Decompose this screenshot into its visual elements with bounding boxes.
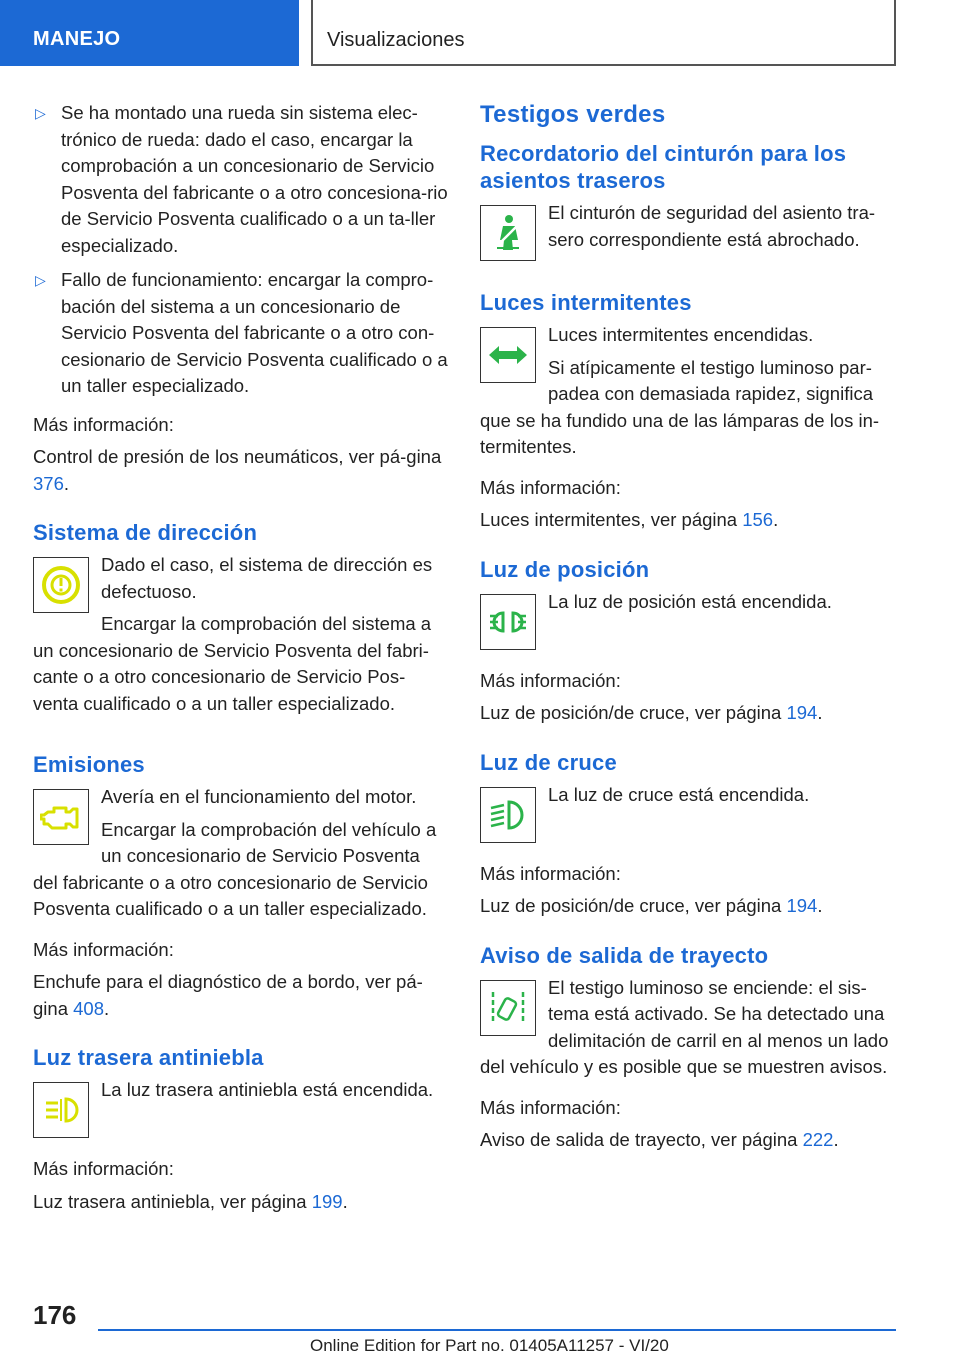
heading-green-indicators: Testigos verdes <box>480 101 666 128</box>
cross-reference: Luz de posición/de cruce, ver página 194. <box>480 702 823 723</box>
more-info-label: Más información: <box>480 476 621 498</box>
steering-text-2: Encargar la comprobación del sistema a un concesionario de Servicio Posventa del fabri-cante o a otro concesionario de Servicio Pos-venta cualificado o a un taller especializado. <box>33 613 432 714</box>
rear-fog-text: La luz trasera antiniebla está encendida. <box>101 1079 434 1100</box>
topic-title: Visualizaciones <box>327 29 465 51</box>
cross-reference: Luces intermitentes, ver página 156. <box>480 509 779 530</box>
page-link[interactable]: 376 <box>33 472 64 494</box>
page-link[interactable]: 222 <box>802 1129 834 1150</box>
emissions-text-2: Encargar la comprobación del vehículo a un concesionario de Servicio Posventa del fabricante o a otro concesionario de Servicio Posventa cualificado o a un taller especializado. <box>33 818 437 919</box>
emissions-text-1: Avería en el funcionamiento del motor. <box>101 786 417 807</box>
more-info-label: Más información: <box>480 1096 621 1118</box>
footer-divider <box>98 1329 896 1331</box>
heading-parking-light: Luz de posición <box>480 556 650 582</box>
turn-signal-arrows-icon <box>480 327 536 383</box>
triangle-bullet-icon: ▷ <box>35 105 46 121</box>
more-info-label: Más información: <box>33 938 174 960</box>
turn-signal-text-1: Luces intermitentes encendidas. <box>548 324 814 345</box>
heading-rear-fog: Luz trasera antiniebla <box>33 1045 264 1070</box>
lane-departure-text: El testigo luminoso se enciende: el sis-tema está activado. Se ha detectado una delimitación de carril en al menos un lado del vehículo y es posible que se muestren avisos. <box>480 976 889 1077</box>
heading-lane-departure: Aviso de salida de trayecto <box>480 942 769 968</box>
more-info-label: Más información: <box>33 413 174 435</box>
parking-light-section <box>480 589 896 654</box>
page-link[interactable]: 156 <box>742 509 774 530</box>
heading-low-beam: Luz de cruce <box>480 749 617 775</box>
steering-section <box>33 552 449 717</box>
page-link[interactable]: 408 <box>73 997 104 1019</box>
page-number: 176 <box>33 1300 77 1330</box>
heading-emissions: Emisiones <box>33 752 145 777</box>
rear-belt-text: El cinturón de seguridad del asiento tra-sero correspondiente está abrochado. <box>548 202 876 250</box>
rear-belt-section <box>480 200 896 265</box>
lane-departure-section <box>480 975 896 1081</box>
cross-reference: Control de presión de los neumáticos, ver pá-gina 376. <box>33 446 442 494</box>
low-beam-text: La luz de cruce está encendida. <box>548 783 810 805</box>
list-item <box>33 100 449 259</box>
cross-reference: Luz trasera antiniebla, ver página 199. <box>33 1190 348 1212</box>
parking-light-text: La luz de posición está encendida. <box>548 590 832 612</box>
emissions-section <box>33 784 449 923</box>
rear-fog-section <box>33 1077 449 1142</box>
heading-turn-signals: Luces intermitentes <box>480 290 692 315</box>
list-item <box>33 267 449 400</box>
topic-tab <box>311 0 896 66</box>
cross-reference: Aviso de salida de trayecto, ver página 222. <box>480 1129 839 1150</box>
page-link[interactable]: 199 <box>311 1190 343 1212</box>
heading-rear-belt: Recordatorio del cinturón para los asientos traseros <box>480 141 847 193</box>
steering-text-1: Dado el caso, el sistema de dirección es defectuoso. <box>101 554 433 602</box>
turn-signal-text-2: Si atípicamente el testigo luminoso par-padea con demasiada rapidez, significa que se ha fundido una de las lámparas de los in-termitentes. <box>480 356 880 457</box>
triangle-bullet-icon: ▷ <box>35 272 46 288</box>
parking-light-icon <box>480 594 536 650</box>
engine-icon <box>33 789 89 845</box>
bullet-text: Fallo de funcionamiento: encargar la compro-bación del sistema a un concesionario de Servicio Posventa del fabricante o a otro con-cesionario de Servicio Posventa cualificado o a un taller especializado. <box>61 269 448 396</box>
low-beam-icon <box>480 787 536 843</box>
left-column <box>33 100 449 1215</box>
right-column <box>480 100 896 1154</box>
bullet-text: Se ha montado una rueda sin sistema elec-trónico de rueda: dado el caso, encargar la comprobación a un concesionario de Servicio Posventa del fabricante o a otro concesiona-rio de Servicio Posventa cualificado o a un ta-ller especializado. <box>61 102 448 256</box>
low-beam-section <box>480 782 896 847</box>
section-title: MANEJO <box>33 28 121 50</box>
page-link[interactable]: 194 <box>786 702 818 723</box>
more-info-label: Más información: <box>480 862 621 884</box>
more-info-label: Más información: <box>480 669 621 691</box>
cross-reference: Luz de posición/de cruce, ver página 194. <box>480 895 823 916</box>
page-link[interactable]: 194 <box>786 895 818 916</box>
seatbelt-icon <box>480 205 536 261</box>
cross-reference: Enchufe para el diagnóstico de a bordo, ver pá-gina 408. <box>33 971 423 1019</box>
lane-departure-icon <box>480 980 536 1036</box>
heading-steering: Sistema de dirección <box>33 520 258 545</box>
turn-signal-section <box>480 322 896 461</box>
steering-warning-icon <box>33 557 89 613</box>
more-info-label: Más información: <box>33 1158 174 1179</box>
section-tab <box>0 0 299 66</box>
edition-note: Online Edition for Part no. 01405A11257 - VI/20 <box>310 1336 669 1355</box>
rear-fog-light-icon <box>33 1082 89 1138</box>
